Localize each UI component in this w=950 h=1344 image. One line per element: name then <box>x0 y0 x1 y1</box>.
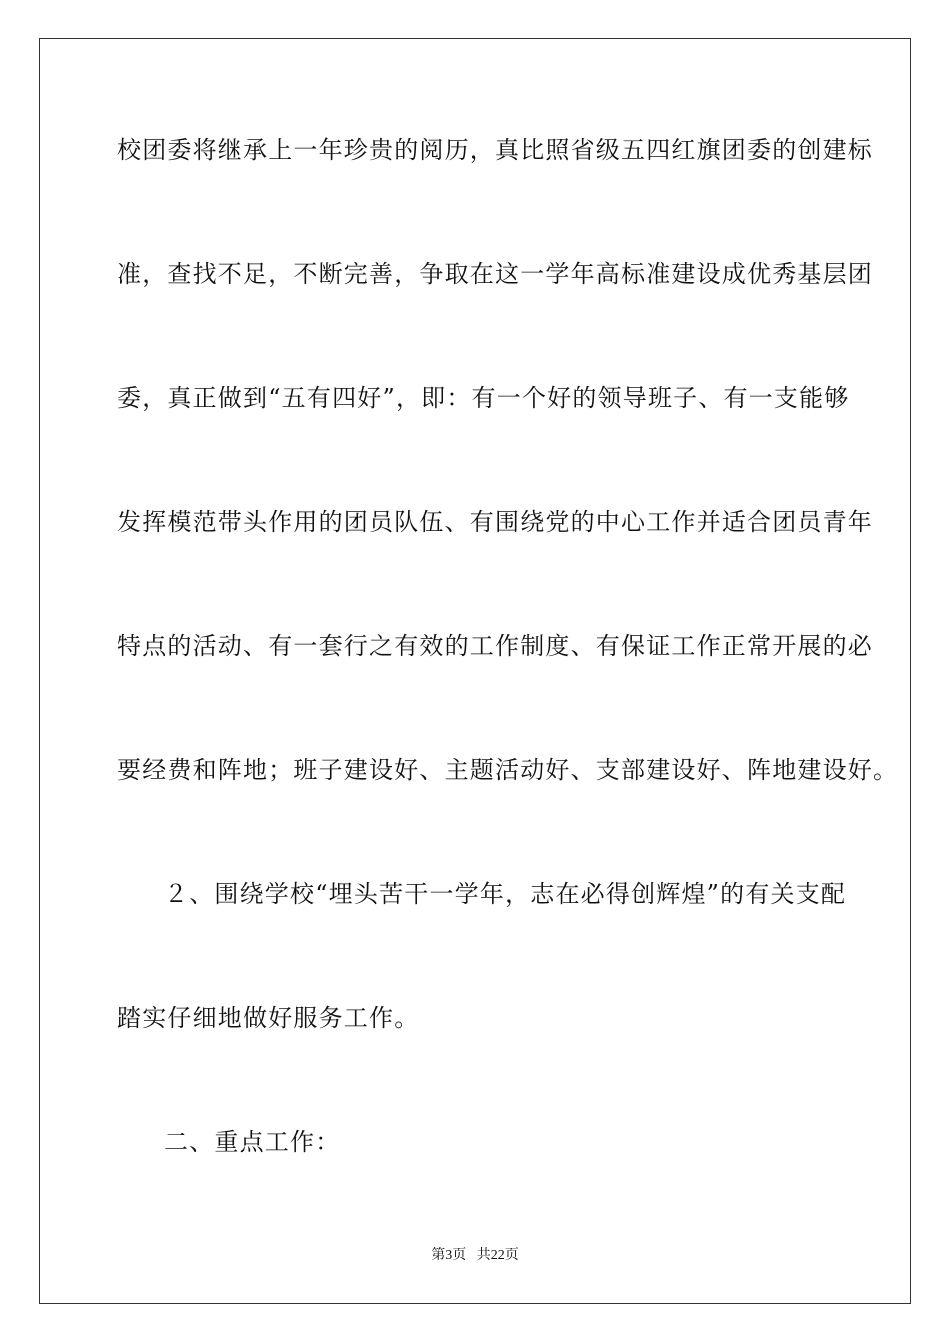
body-text-line: 委，真正做到“五有四好”，即：有一个好的领导班子、有一支能够 <box>117 384 850 412</box>
paragraph-start-line: ２、围绕学校“埋头苦干一学年，志在必得创辉煌”的有关支配 <box>164 880 847 908</box>
page-number-footer: 第3页 共22页 <box>431 1248 519 1263</box>
page-border <box>39 38 911 1304</box>
body-text-line: 要经费和阵地；班子建设好、主题活动好、支部建设好、阵地建设好。 <box>117 756 899 784</box>
body-text-line: 发挥模范带头作用的团员队伍、有围绕党的中心工作并适合团员青年 <box>117 508 873 536</box>
body-text-line: 校团委将继承上一年珍贵的阅历，真比照省级五四红旗团委的创建标 <box>117 136 873 164</box>
body-text-line: 踏实仔细地做好服务工作。 <box>117 1004 420 1032</box>
body-text-line: 准，查找不足，不断完善，争取在这一学年高标准建设成优秀基层团 <box>117 260 873 288</box>
section-heading: 二、重点工作： <box>164 1128 341 1156</box>
body-text-line: 特点的活动、有一套行之有效的工作制度、有保证工作正常开展的必 <box>117 632 873 660</box>
